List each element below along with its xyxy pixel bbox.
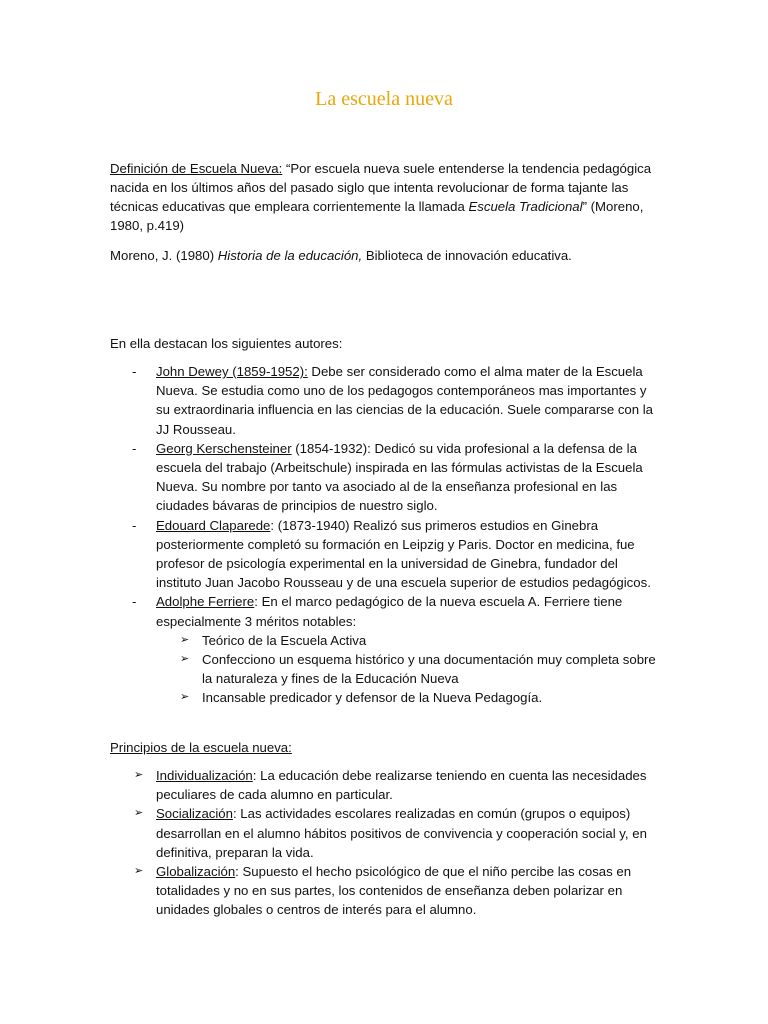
principles-heading: Principios de la escuela nueva:: [110, 740, 292, 755]
merit-item: [156, 688, 658, 707]
author-description: (1854-1932): Dedicó su vida profesional a la defensa de la escuela del trabajo (Arbeitschule) inspirada en las fórmulas activistas de la Escuela Nueva. Su nombre por tanto va asociado al de la enseñanza profesional en las ciudades bávaras de principios de nuestro siglo.: [156, 440, 643, 514]
arrow-bullet-icon: ➢: [134, 769, 144, 781]
principle-text: : Supuesto el hecho psicológico de que el niño percibe las cosas en totalidades y no en sus partes, los contenidos de enseñanza deben polarizar en unidades globales o centros de interés para el alumno.: [156, 864, 632, 918]
merit-text: Incansable predicador y defensor de la Nueva Pedagogía.: [202, 690, 543, 706]
author-description: Debe ser considerado como el alma mater de la Escuela Nueva. Se estudia como uno de los pedagogos contemporáneos mas importantes y su extraordinaria influencia en las ciencias de la educación. Suele compararse con la JJ Rousseau.: [156, 364, 654, 437]
definition-citation: ” (Moreno, 1980, p.419): [110, 199, 644, 233]
arrow-bullet-icon: ➢: [134, 807, 144, 820]
arrow-bullet-icon: ➢: [134, 865, 144, 878]
principle-name: Globalización: [156, 864, 236, 880]
merit-text: Teórico de la Escuela Activa: [202, 632, 367, 648]
principle-text: : La educación debe realizarse teniendo en cuenta las necesidades peculiares de cada alumno en particular.: [156, 768, 647, 803]
principle-name: Socialización: [156, 806, 233, 822]
definition-paragraph: [110, 159, 658, 235]
arrow-bullet-icon: ➢: [180, 633, 190, 646]
document-title: La escuela nueva: [315, 88, 453, 110]
reference-title: Historia de la educación,: [217, 248, 363, 263]
principle-item: [110, 862, 658, 920]
merit-item: [156, 650, 658, 688]
author-name-colon: :: [270, 517, 275, 533]
author-item: [110, 362, 658, 439]
author-name: Georg Kerschensteiner: [156, 440, 292, 456]
merit-item: [156, 631, 658, 650]
principle-item: [110, 766, 658, 804]
dash-marker: -: [132, 440, 137, 456]
author-item: [110, 516, 658, 593]
arrow-bullet-icon: ➢: [180, 691, 190, 704]
arrow-bullet-icon: ➢: [180, 653, 190, 666]
dash-marker: -: [132, 594, 137, 610]
reference-author: Moreno, J. (1980): [110, 248, 218, 263]
author-name: Adolphe Ferriere: [156, 594, 255, 610]
reference-publisher: Biblioteca de innovación educativa.: [362, 248, 572, 263]
definition-italic: Escuela Tradicional: [468, 199, 583, 214]
principles-list: [110, 766, 658, 920]
principle-name: Individualización: [156, 768, 253, 783]
authors-list: [110, 362, 658, 708]
author-item: [110, 439, 658, 516]
definition-text: “Por escuela nueva suele entenderse la tendencia pedagógica nacida en los últimos años del pasado siglo que intenta revolucionar de forma tajante las técnicas educativas que empleara corrientemente la llamada: [110, 161, 652, 214]
dash-marker: -: [132, 517, 137, 533]
author-name: John Dewey (1859-1952):: [156, 364, 308, 379]
author-description: En el marco pedagógico de la nueva escuela A. Ferriere tiene especialmente 3 méritos notables:: [156, 594, 623, 629]
author-description: (1873-1940) Realizó sus primeros estudios en Ginebra posteriormente completó su formación en Leipzig y Paris. Doctor en medicina, fue profesor de psicología experimental en la universidad de Ginebra, fundador del instituto Juan Jacobo Rousseau y de una escuela superior de estudios pedagógicos.: [156, 517, 651, 591]
reference-paragraph: [110, 246, 658, 265]
merit-text: Confecciono un esquema histórico y una documentación muy completa sobre la naturaleza y fines de la Educación Nueva: [202, 652, 656, 687]
merits-list: [156, 631, 658, 708]
author-name: Edouard Claparede: [156, 517, 271, 533]
author-name-colon: :: [254, 594, 258, 610]
principle-item: [110, 804, 658, 862]
dash-marker: -: [132, 364, 137, 379]
principle-text: : Las actividades escolares realizadas en común (grupos o equipos) desarrollan en el alumno hábitos positivos de convivencia y cooperación social y, en definitiva, preparan la vida.: [156, 806, 647, 860]
definition-label: Definición de Escuela Nueva:: [110, 161, 283, 176]
author-item: [110, 592, 658, 707]
authors-intro: En ella destacan los siguientes autores:: [110, 336, 343, 351]
